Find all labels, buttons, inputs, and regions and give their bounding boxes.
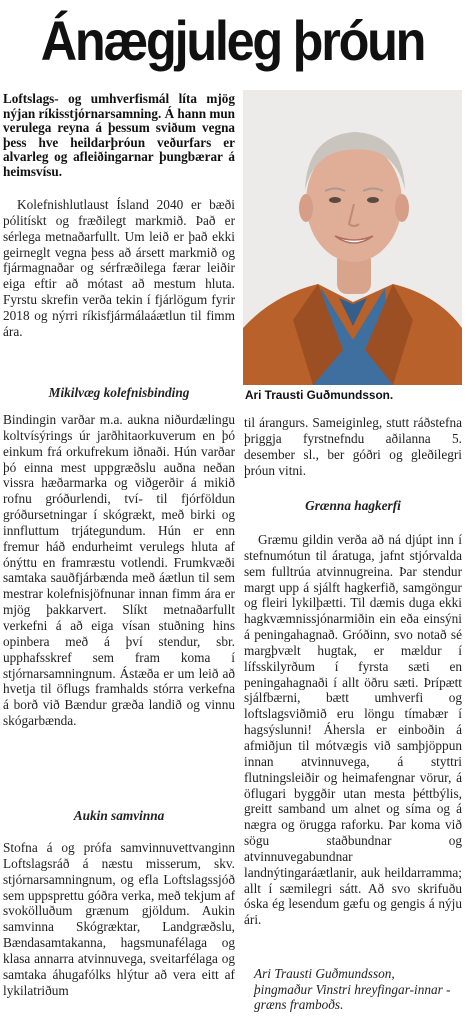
paragraph-1 xyxy=(3,197,235,340)
paragraph-2 xyxy=(3,412,235,729)
paragraph-1-text: Kolefnishlutlaust Ísland 2040 er bæði pólitískt og fræðilegt markmið. Það er sérlega metnaðarfullt. Um leið er það ekki geirneglt vegna þess að ársett markmið og fjármagnaðar og sérfræðilega færar leiðir eiga eftir að mótast að mestum hluta. Fyrstu skrefin verða tekin í fjárlögum fyrir 2018 og nýrri ríkisfjármálaáætlun til fimm ára. xyxy=(3,197,235,339)
paragraph-5-text: Græmu gildin verða að ná djúpt inn í stefnumótun til áratuga, jafnt stjórvalda sem fulltrúa atvinnugreina. Þar stendur margt upp á sjálft hagkerfið, samgöngur og fleiri lykilþætti. Til dæmis duga ekki hagkvæmnissjónarmiðin ein eða einsýni á peningahagnað. Gróðinn, svo notað sé margþvælt hugtak, er mældur í lífsskilyrðum í fyrsta sæti en peningahagnaði í allt öðru sæti. Þrípætt sjálfbærni, bætt umhverfi og loftslagsviðmið eru löngu tímabær í hagsýslunni! Áhersla er einboðin á afmiðjun til mótvægis við samþjöppun innan atvinnuvega, á styttri flutningsleiðir og heimafengnar vörur, á öflugari byggðir utan mesta þéttbýlis, greitt samband um alnet og síma og á nægra og örugga raforku. Þar koma við sögu staðbundnar og atvinnuvegabundnar landnýtingaráætlanir, auk heildarramma; allt í sæmilegri sátt. Að svo skrifuðu óska ég lesendum gæfu og gengis á nýju ári. xyxy=(244,532,462,928)
subhead-kolefnisbinding: Mikilvæg kolefnisbinding xyxy=(48,385,190,400)
photo-caption: Ari Trausti Guðmundsson. xyxy=(245,388,394,402)
paragraph-3 xyxy=(3,840,235,998)
subhead-samvinna: Aukin samvinna xyxy=(73,808,165,823)
paragraph-4-text: til árangurs. Sameiginleg, stutt ráðstefna þriggja fyrstnefndu aðilanna 5. desember sl., ber góðri og gleðilegri þróun vitni. xyxy=(244,415,462,478)
author-photo xyxy=(243,90,462,385)
paragraph-4 xyxy=(244,415,462,478)
headline: Ánægjuleg þróun xyxy=(40,9,425,72)
portrait-image xyxy=(243,90,462,385)
paragraph-2-text: Bindingin varðar m.a. aukna niðurdælingu koltvísýrings úr jarðhitaorkuverum en þó einkum frá orkufrekum iðnaði. Hún varðar þó einna mest uppgræðslu auðna neðan vissra hæðarmarka og viðgerðir á mikið rofnu gróðurlendi, tví- til fjórföldun gróðursetningar í skógrækt, með birki og innfluttum trjátegundum. Hún er enn fremur háð endurheimt verulegs hluta af ónýttu en framræstu votlendi. Frumkvæði samtaka sauðfjárbænda með áætlun til sem mestrar kolefnisjöfnunar innan fimm ára er mjög þakkarvert. Slíkt metnaðarfullt verkefni á að eiga vísan stuðning hins opinbera með á því stendur, sbr. upphafsskref sem fram koma í stjórnarsamningnum. Ástæða er um leið að hvetja til öflugs framhalds stórra verkefna á borð við Bændur græða landið og vinnu skógarbænda. xyxy=(3,412,235,729)
paragraph-3-text: Stofna á og prófa samvinnuvettvanginn Loftslagsráð á næstu misserum, skv. stjórnarsamningnum, og efla Loftslagssjóð sem uppsprettu góðra verka, með tekjum af svokölluðum grænum gjöldum. Aukin samvinna Skógræktar, Landgræðslu, Bændasamtakanna, hagsmunafélaga og klasa annarra atvinnuvega, sveitarfélaga og samtaka áhugafólks hlýtur að vera eitt af lykilatriðum xyxy=(3,840,235,998)
subhead-hagkerfi: Grænna hagkerfi xyxy=(305,498,401,513)
signature-name: Ari Trausti Guðmundsson, xyxy=(254,966,395,981)
paragraph-5 xyxy=(244,532,462,928)
author-signature xyxy=(254,966,464,1013)
article-intro: Loftslags- og umhverfismál líta mjög nýjan ríkisstjórnarsamning. Á hann mun verulega reyna á þessum sviðum vegna þess hve heildarþróun veðurfars er alvarleg og afleiðingarnar þungbærar á heimsvísu. xyxy=(3,91,235,179)
signature-title: þingmaður Vinstri hreyfingar-innar - græns framboðs. xyxy=(254,981,451,1012)
